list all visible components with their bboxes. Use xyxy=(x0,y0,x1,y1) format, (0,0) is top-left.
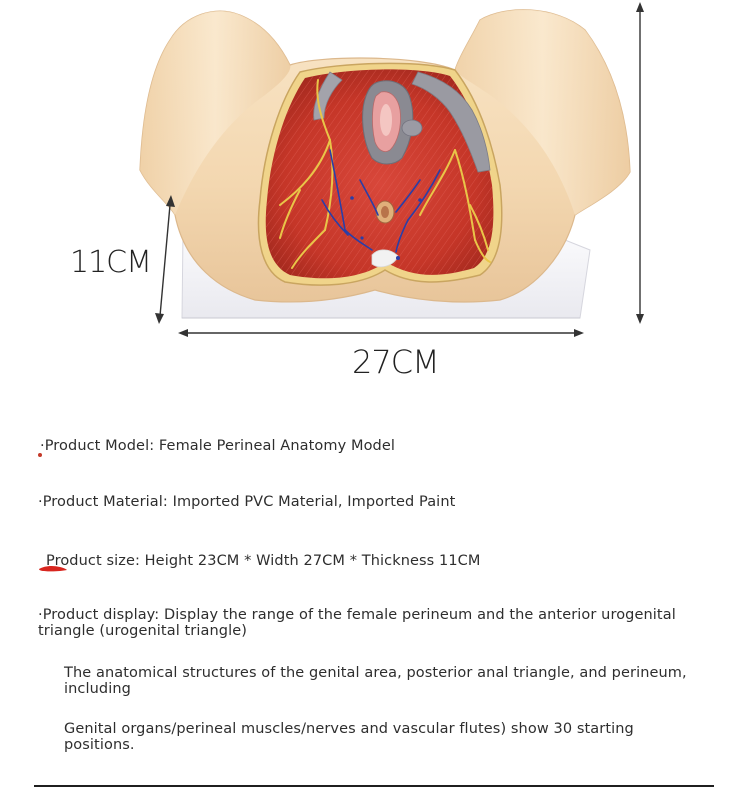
spec-product-model: ·Product Model: Female Perineal Anatomy Model xyxy=(40,438,396,454)
spec-starting-positions: Genital organs/perineal muscles/nerves and vascular flutes) show 30 starting positions. xyxy=(64,721,634,753)
spec-product-material: ·Product Material: Imported PVC Material, Imported Paint xyxy=(38,494,456,510)
double-arrow-vertical-icon xyxy=(636,2,644,324)
spec-product-size: Product size: Height 23CM * Width 27CM * Thickness 11CM xyxy=(46,553,481,569)
spec-product-display: ·Product display: Display the range of the female perineum and the anterior urogenital triangle (urogenital triangle) xyxy=(38,607,676,639)
bottom-divider xyxy=(34,785,714,787)
double-arrow-horizontal-icon xyxy=(178,329,584,337)
perineum-dissection xyxy=(258,63,501,285)
spec-anatomical-structures: The anatomical structures of the genital area, posterior anal triangle, and perineum, including xyxy=(64,665,687,697)
depth-dimension-label: 11CM xyxy=(70,245,152,280)
double-arrow-diagonal-icon xyxy=(155,195,175,324)
width-dimension-label: 27CM xyxy=(352,343,439,381)
